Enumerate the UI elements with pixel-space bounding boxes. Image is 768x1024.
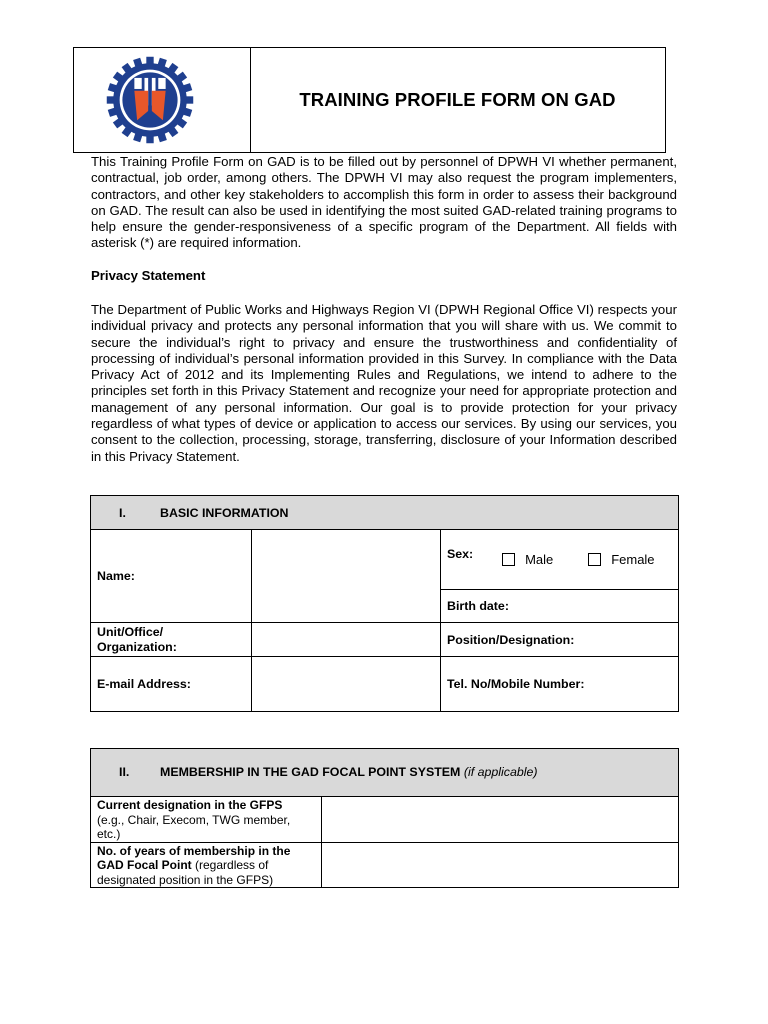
- tel-mobile-label[interactable]: Tel. No/Mobile Number:: [441, 657, 679, 712]
- current-designation-field[interactable]: [322, 797, 679, 843]
- name-label: Name:: [91, 530, 252, 623]
- unit-office-field[interactable]: [252, 623, 441, 657]
- section-1-header: [91, 496, 679, 530]
- name-field[interactable]: [252, 530, 441, 623]
- current-designation-label: [91, 797, 322, 843]
- years-membership-field[interactable]: [322, 842, 679, 888]
- current-designation-label-bold: Current designation in the GFPS: [97, 798, 283, 812]
- unit-office-label-line1: Unit/Office/: [97, 624, 164, 639]
- form-title: TRAINING PROFILE FORM ON GAD: [299, 89, 616, 110]
- section-2-title: MEMBERSHIP IN THE GAD FOCAL POINT SYSTEM: [160, 765, 461, 780]
- female-label: Female: [611, 551, 655, 567]
- section-1-title: BASIC INFORMATION: [160, 505, 289, 520]
- unit-office-label-line2: Organization:: [97, 639, 177, 654]
- years-membership-label-bold: No. of years of membership in the GAD Focal Point: [97, 843, 291, 872]
- intro-paragraph: This Training Profile Form on GAD is to be filled out by personnel of DPWH VI whether permanent, contractual, job order, among others. The DPWH VI may also request the program implementers, contractors, and other key stakeholders to accomplish this form in order to assess their background on GAD. The result can also be used in identifying the most suited GAD-related training programs to help ensure the gender-responsiveness of a specific program of the Department. All fields with asterisk (*) are required information.: [91, 154, 677, 251]
- privacy-statement-heading: Privacy Statement: [91, 268, 206, 283]
- birth-date-label[interactable]: Birth date:: [441, 590, 679, 623]
- unit-office-label: [91, 623, 252, 657]
- privacy-statement-paragraph: The Department of Public Works and Highways Region VI (DPWH Regional Office VI) respects your individual privacy and protects any personal information that you will share with us. We commit to secure the individual’s right to privacy and ensure the trustworthiness and confidentiality of processing of individual’s personal information provided in this Survey. In compliance with the Data Privacy Act of 2012 and its Implementing Rules and Regulations, we intend to adhere to the principles set forth in this Privacy Statement and recognize your need for appropriate protection and management of any personal information. Our goal is to provide protection for your privacy regardless of what types of device or application to access our services. By using our services, you consent to the collection, processing, storage, transferring, disclosure of your Information described in this Privacy Statement.: [91, 302, 677, 464]
- female-checkbox[interactable]: [588, 553, 601, 566]
- section-2-number: II.: [119, 765, 130, 780]
- male-label: Male: [525, 551, 554, 567]
- form-header: [73, 47, 666, 153]
- male-checkbox[interactable]: [502, 553, 515, 566]
- gfps-membership-table: [90, 748, 679, 888]
- years-membership-label-hint: (regardless of designated position in the GFPS): [97, 858, 274, 887]
- email-field[interactable]: [252, 657, 441, 712]
- logo-cell: [74, 48, 251, 152]
- section-1-number: I.: [119, 505, 126, 520]
- sex-cell: [441, 530, 679, 590]
- position-designation-label[interactable]: Position/Designation:: [441, 623, 679, 657]
- sex-label: Sex:: [447, 546, 474, 561]
- email-label: E-mail Address:: [91, 657, 252, 712]
- section-2-note: (if applicable): [463, 765, 538, 780]
- current-designation-label-hint: (e.g., Chair, Execom, TWG member, etc.): [97, 812, 291, 841]
- years-membership-label: [91, 842, 322, 888]
- basic-information-table: [90, 495, 679, 712]
- dpwh-logo: [104, 54, 196, 146]
- section-2-header: [91, 749, 679, 797]
